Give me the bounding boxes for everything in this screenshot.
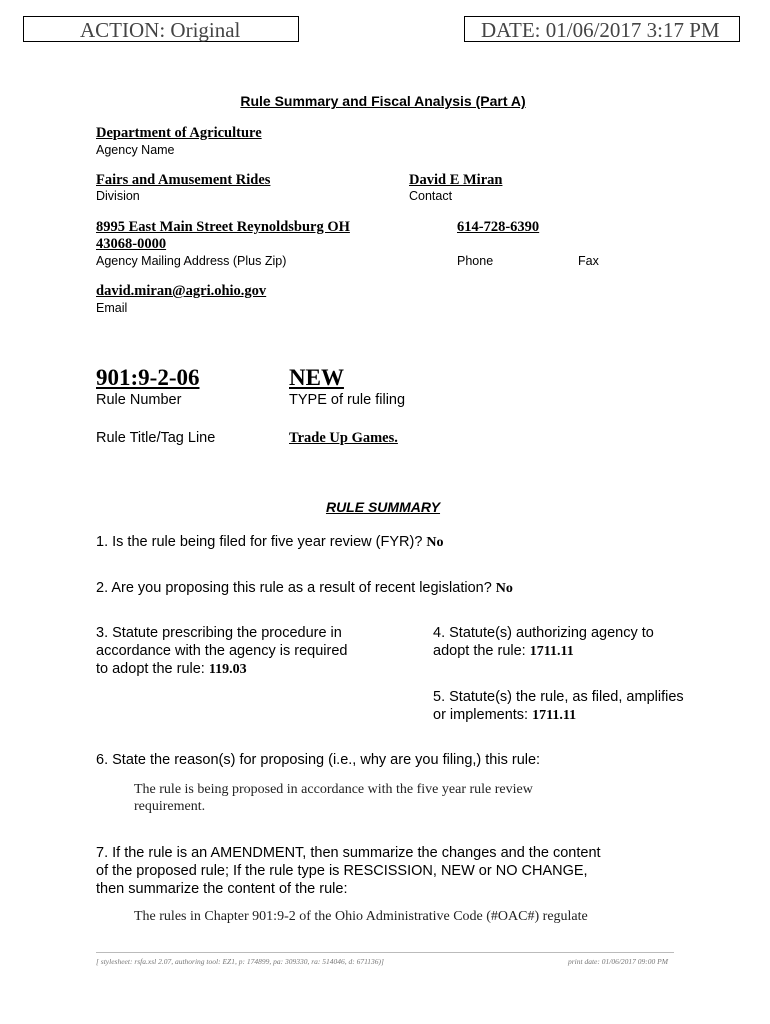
date-text: DATE: 01/06/2017 3:17 PM [481, 18, 720, 42]
action-box [23, 16, 299, 42]
rule-title: Trade Up Games. [289, 430, 398, 446]
address-line2: 43068-0000 [96, 236, 167, 252]
answer-5: 1711.11 [532, 708, 577, 723]
email-value: david.miran@agri.ohio.gov [96, 283, 267, 299]
footer-print-date: print date: 01/06/2017 09:00 PM [568, 957, 668, 966]
question-4 [433, 624, 654, 661]
fax-label: Fax [578, 254, 599, 268]
question-3-line2: accordance with the agency is required [96, 643, 348, 659]
question-2 [96, 579, 513, 598]
question-4-line2: adopt the rule: [433, 643, 526, 659]
question-7-line3: then summarize the content of the rule: [96, 881, 348, 897]
question-4-line1: 4. Statute(s) authorizing agency to [433, 625, 654, 641]
rule-summary-heading: RULE SUMMARY [325, 499, 441, 515]
agency-name-label: Agency Name [96, 143, 175, 157]
contact-value: David E Miran [409, 172, 503, 188]
phone-value: 614-728-6390 [457, 219, 540, 235]
question-5-line1: 5. Statute(s) the rule, as filed, amplifies [433, 689, 684, 705]
question-5-line2: or implements: [433, 707, 529, 723]
question-7-line2: of the proposed rule; If the rule type is RESCISSION, NEW or NO CHANGE, [96, 863, 588, 879]
footer-left: [ stylesheet: rsfa.xsl 2.07, authoring tool: EZ1, p: 174899, pa: 309330, ra: 514046, d: 671136)] [96, 957, 384, 966]
phone-label: Phone [457, 254, 494, 268]
answer-7-line1: The rules in Chapter 901:9-2 of the Ohio Administrative Code (#OAC#) regulate [134, 909, 588, 924]
rule-number-label: Rule Number [96, 392, 182, 408]
division-value: Fairs and Amusement Rides [96, 172, 271, 188]
rule-number: 901:9-2-06 [96, 365, 200, 390]
question-3-line3: to adopt the rule: [96, 661, 205, 677]
division-label: Division [96, 189, 140, 203]
question-7-line1: 7. If the rule is an AMENDMENT, then summarize the changes and the content [96, 845, 601, 861]
answer-2: No [495, 581, 513, 596]
question-3 [96, 624, 347, 679]
question-1 [96, 533, 444, 552]
question-2-text: 2. Are you proposing this rule as a result of recent legislation? [96, 580, 492, 596]
answer-6 [134, 781, 533, 815]
question-7 [96, 844, 601, 898]
question-1-text: 1. Is the rule being filed for five year review (FYR)? [96, 534, 423, 550]
email-label: Email [96, 301, 128, 315]
question-3-line1: 3. Statute prescribing the procedure in [96, 625, 342, 641]
address-label: Agency Mailing Address (Plus Zip) [96, 254, 287, 268]
address-line1: 8995 East Main Street Reynoldsburg OH [96, 219, 350, 235]
rule-type: NEW [289, 365, 344, 390]
footer-divider [96, 952, 674, 953]
question-6: 6. State the reason(s) for proposing (i.e., why are you filing,) this rule: [96, 752, 541, 768]
answer-6-line2: requirement. [134, 799, 206, 814]
question-5 [433, 688, 684, 725]
action-text: ACTION: Original [80, 18, 241, 42]
answer-4: 1711.11 [529, 644, 574, 659]
agency-name: Department of Agriculture [96, 125, 262, 141]
date-box [464, 16, 740, 42]
answer-3: 119.03 [208, 662, 247, 677]
rule-title-label: Rule Title/Tag Line [96, 430, 216, 446]
answer-6-line1: The rule is being proposed in accordance with the five year rule review [134, 782, 533, 797]
answer-1: No [426, 535, 444, 550]
rule-type-label: TYPE of rule filing [289, 392, 406, 408]
contact-label: Contact [409, 189, 453, 203]
page-title: Rule Summary and Fiscal Analysis (Part A) [240, 93, 526, 109]
